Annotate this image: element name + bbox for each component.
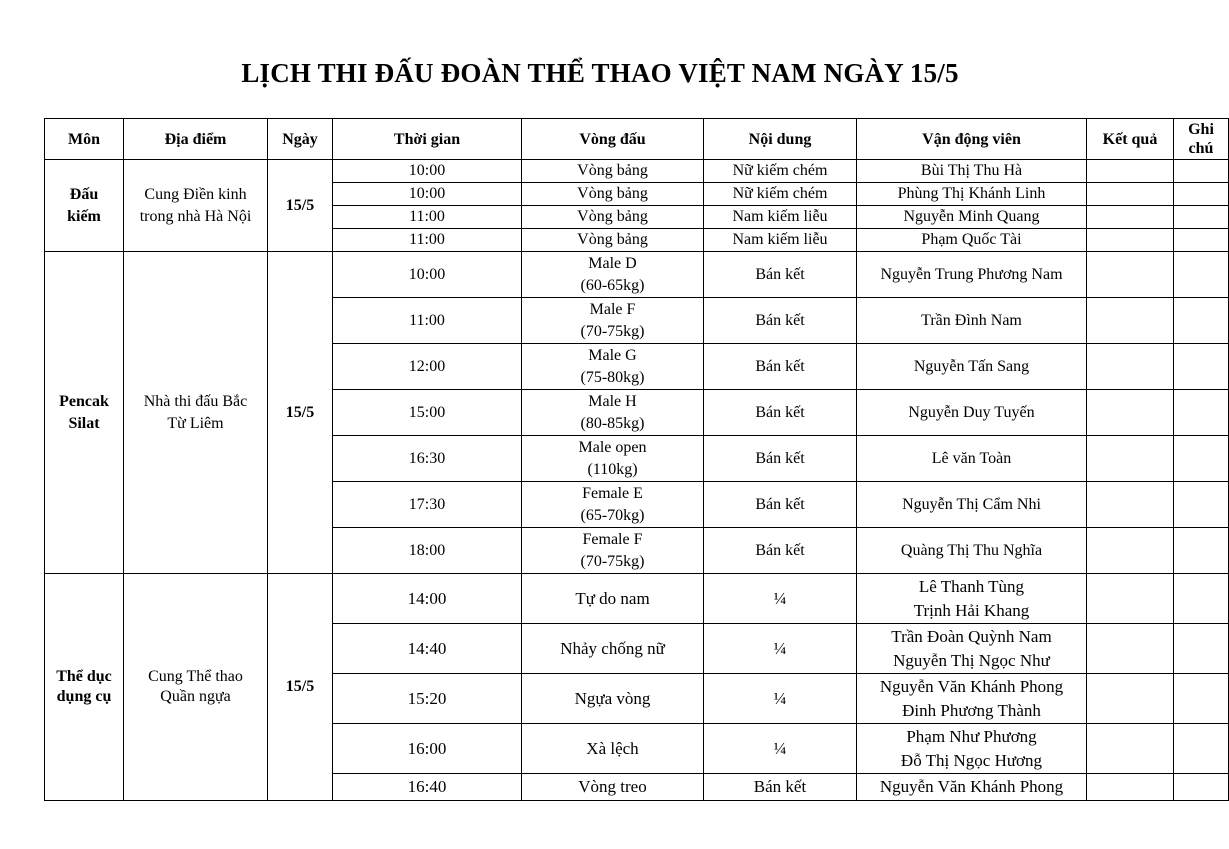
result-cell [1087,206,1174,229]
table-row [45,160,1229,183]
result-cell [1087,252,1174,298]
table-row [45,252,1229,298]
note-cell [1174,528,1229,574]
event-cell: Bán kết [704,528,857,574]
schedule-table [44,118,1229,801]
time-cell: 14:00 [333,574,522,624]
athlete-cell: Nguyễn Văn Khánh Phong [857,774,1087,801]
note-cell [1174,252,1229,298]
time-cell: 14:40 [333,624,522,674]
event-cell: Nữ kiếm chém [704,183,857,206]
note-cell [1174,298,1229,344]
col-header-event: Nội dung [704,119,857,160]
round-cell: Vòng bảng [522,183,704,206]
round-cell: Ngựa vòng [522,674,704,724]
round-cell: Male G (75-80kg) [522,344,704,390]
time-cell: 16:00 [333,724,522,774]
page-title: LỊCH THI ĐẤU ĐOÀN THỂ THAO VIỆT NAM NGÀY 15/5 [241,58,959,88]
time-cell: 16:30 [333,436,522,482]
note-cell [1174,206,1229,229]
event-cell: ¼ [704,724,857,774]
time-cell: 12:00 [333,344,522,390]
round-cell: Vòng bảng [522,160,704,183]
athlete-cell: Nguyễn Tấn Sang [857,344,1087,390]
time-cell: 11:00 [333,298,522,344]
col-header-athlete: Vận động viên [857,119,1087,160]
athlete-cell: Lê văn Toàn [857,436,1087,482]
event-cell: Bán kết [704,298,857,344]
athlete-cell: Phạm Như Phương Đỗ Thị Ngọc Hương [857,724,1087,774]
time-cell: 16:40 [333,774,522,801]
result-cell [1087,774,1174,801]
round-cell: Vòng bảng [522,206,704,229]
note-cell [1174,344,1229,390]
col-header-venue: Địa điểm [124,119,268,160]
col-header-result: Kết quả [1087,119,1174,160]
event-cell: Bán kết [704,436,857,482]
note-cell [1174,183,1229,206]
event-cell: ¼ [704,674,857,724]
sport-cell: Thể dục dụng cụ [45,574,124,801]
table-row [45,574,1229,624]
result-cell [1087,674,1174,724]
athlete-cell: Nguyễn Minh Quang [857,206,1087,229]
result-cell [1087,482,1174,528]
note-cell [1174,436,1229,482]
note-cell [1174,674,1229,724]
event-cell: Bán kết [704,344,857,390]
time-cell: 10:00 [333,252,522,298]
athlete-cell: Phạm Quốc Tài [857,229,1087,252]
event-cell: Nam kiếm liễu [704,229,857,252]
result-cell [1087,624,1174,674]
event-cell: Nữ kiếm chém [704,160,857,183]
result-cell [1087,229,1174,252]
event-cell: Bán kết [704,482,857,528]
round-cell: Male F (70-75kg) [522,298,704,344]
col-header-note: Ghi chú [1174,119,1229,160]
time-cell: 17:30 [333,482,522,528]
time-cell: 11:00 [333,206,522,229]
athlete-cell: Phùng Thị Khánh Linh [857,183,1087,206]
round-cell: Female E (65-70kg) [522,482,704,528]
round-cell: Vòng bảng [522,229,704,252]
athlete-cell: Bùi Thị Thu Hà [857,160,1087,183]
time-cell: 10:00 [333,183,522,206]
athlete-cell: Nguyễn Duy Tuyến [857,390,1087,436]
athlete-cell: Nguyễn Trung Phương Nam [857,252,1087,298]
note-cell [1174,724,1229,774]
athlete-cell: Nguyễn Văn Khánh Phong Đinh Phương Thành [857,674,1087,724]
round-cell: Tự do nam [522,574,704,624]
result-cell [1087,160,1174,183]
result-cell [1087,298,1174,344]
result-cell [1087,528,1174,574]
round-cell: Vòng treo [522,774,704,801]
athlete-cell: Trần Đoàn Quỳnh Nam Nguyễn Thị Ngọc Như [857,624,1087,674]
venue-cell: Cung Điền kinh trong nhà Hà Nội [124,160,268,252]
round-cell: Male H (80-85kg) [522,390,704,436]
date-cell: 15/5 [268,574,333,801]
round-cell: Female F (70-75kg) [522,528,704,574]
time-cell: 15:20 [333,674,522,724]
time-cell: 11:00 [333,229,522,252]
result-cell [1087,390,1174,436]
time-cell: 15:00 [333,390,522,436]
round-cell: Nhảy chống nữ [522,624,704,674]
col-header-date: Ngày [268,119,333,160]
date-cell: 15/5 [268,160,333,252]
venue-cell: Cung Thể thao Quần ngựa [124,574,268,801]
round-cell: Xà lệch [522,724,704,774]
result-cell [1087,724,1174,774]
athlete-cell: Trần Đình Nam [857,298,1087,344]
sport-cell: Pencak Silat [45,252,124,574]
col-header-round: Vòng đấu [522,119,704,160]
round-cell: Male open (110kg) [522,436,704,482]
col-header-time: Thời gian [333,119,522,160]
athlete-cell: Quàng Thị Thu Nghĩa [857,528,1087,574]
event-cell: ¼ [704,624,857,674]
result-cell [1087,574,1174,624]
note-cell [1174,624,1229,674]
schedule-body [45,160,1229,801]
event-cell: Bán kết [704,252,857,298]
date-cell: 15/5 [268,252,333,574]
note-cell [1174,574,1229,624]
venue-cell: Nhà thi đấu Bắc Từ Liêm [124,252,268,574]
note-cell [1174,229,1229,252]
round-cell: Male D (60-65kg) [522,252,704,298]
result-cell [1087,436,1174,482]
result-cell [1087,183,1174,206]
sport-cell: Đấu kiếm [45,160,124,252]
athlete-cell: Nguyễn Thị Cẩm Nhi [857,482,1087,528]
athlete-cell: Lê Thanh Tùng Trịnh Hải Khang [857,574,1087,624]
event-cell: Nam kiếm liễu [704,206,857,229]
time-cell: 18:00 [333,528,522,574]
result-cell [1087,344,1174,390]
header-row [45,119,1229,160]
note-cell [1174,160,1229,183]
note-cell [1174,482,1229,528]
event-cell: ¼ [704,574,857,624]
col-header-sport: Môn [45,119,124,160]
event-cell: Bán kết [704,390,857,436]
note-cell [1174,390,1229,436]
event-cell: Bán kết [704,774,857,801]
time-cell: 10:00 [333,160,522,183]
note-cell [1174,774,1229,801]
